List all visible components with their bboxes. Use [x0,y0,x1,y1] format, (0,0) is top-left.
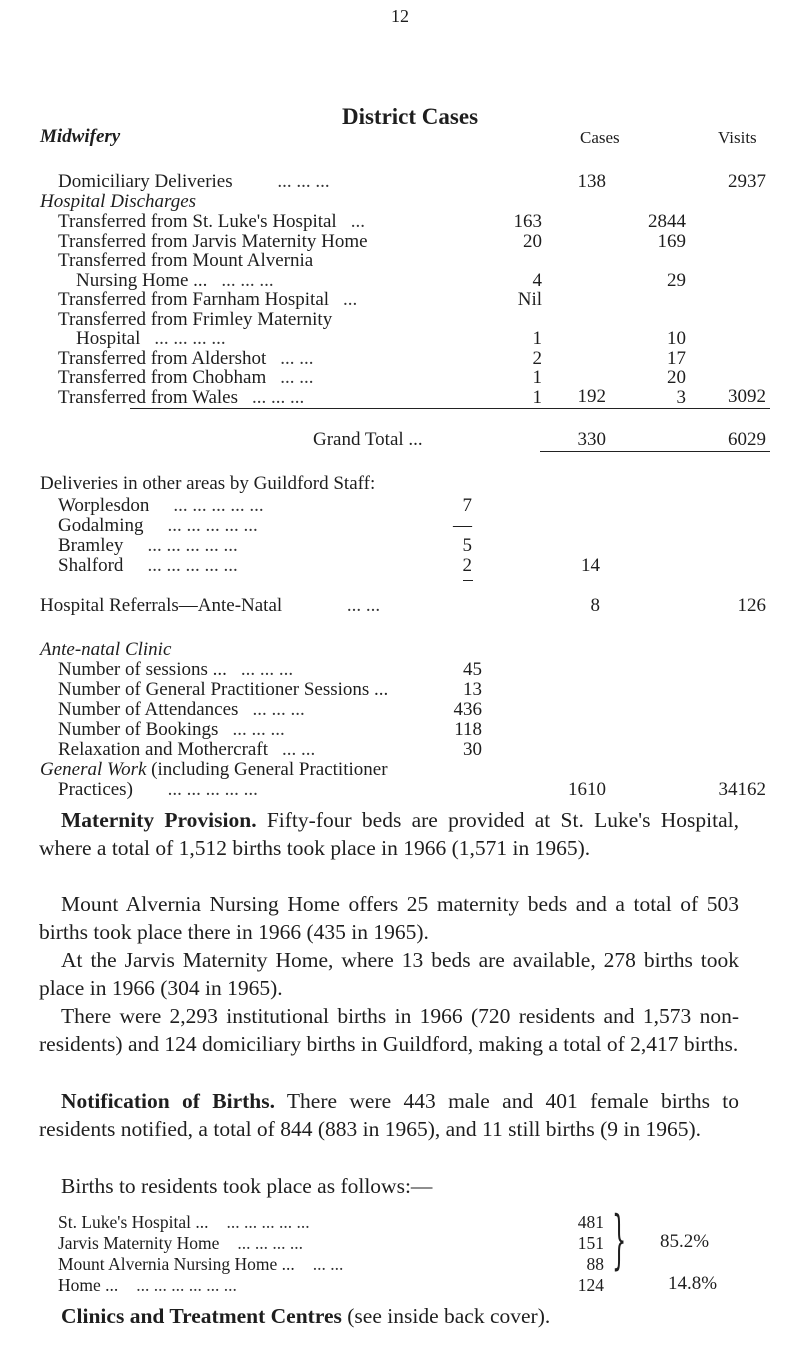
leader-dots: ... ... ... [277,171,330,192]
discharge-row [76,271,274,291]
leader-dots: ... [350,211,365,232]
practices-visits: 34162 [718,779,766,800]
antenatal-row [58,700,305,720]
alvernia-paragraph: Mount Alvernia Nursing Home offers 25 maternity beds and a total of 503 births took place there in 1966 (435 in 1965). [39,892,739,944]
antenatal-value: 30 [463,739,482,760]
antenatal-heading: Ante-natal Clinic [40,639,172,660]
antenatal-value: 436 [453,699,482,720]
short-rule [463,580,473,581]
discharge-visits: 2844 [648,211,686,232]
maternity-heading: Maternity Provision. [61,808,257,832]
other-area-row [58,556,238,576]
discharge-visits: 29 [667,269,686,291]
notification-text: There were 443 male and 401 female births to residents notified, a total of 844 (883 in 1965), and 11 still births (9 in 1965). [39,1089,739,1141]
antenatal-row [58,680,388,700]
domiciliary-label [58,172,330,192]
domiciliary-visits: 2937 [728,171,766,192]
antenatal-row [58,720,285,740]
general-work-rest: (including General Practitioner [151,759,388,780]
row-label: Jarvis Maternity Home [58,1233,220,1253]
pct-institutional: 85.2% [660,1231,710,1252]
row-label: Mount Alvernia Nursing Home ... [58,1254,295,1274]
right-brace: } [612,1203,627,1277]
row-label: Transferred from Chobham [58,367,267,388]
births-row [58,1254,343,1274]
antenatal-value: 13 [463,679,482,700]
midwifery-heading: Midwifery [40,126,121,147]
leader-dots: ... ... [281,739,316,760]
births-row [58,1275,237,1295]
leader-dots: ... ... ... ... ... [167,515,258,536]
leader-dots: ... ... ... ... [154,328,226,349]
leader-dots: ... ... ... ... ... [167,779,258,800]
antenatal-value: 118 [454,719,482,740]
discharge-visits: 169 [657,230,686,252]
leader-dots: ... ... ... ... ... [147,555,238,576]
referrals-row [40,596,380,616]
leader-dots: ... ... [280,367,314,388]
jarvis-paragraph: At the Jarvis Maternity Home, where 13 beds are available, 278 births took place in 1966 (304 in 1965). [39,948,739,1000]
discharge-cases: 20 [523,230,542,252]
discharge-cases: 4 [532,269,542,291]
leader-dots: ... ... ... [221,269,274,291]
discharge-row [58,290,357,310]
leader-dots: ... ... [346,595,381,616]
rule-bottom [540,451,770,452]
discharge-row [76,329,226,349]
other-area-row [58,496,264,516]
row-label: Home ... [58,1275,119,1295]
clinics-line [61,1302,550,1330]
leader-dots: ... ... ... [251,386,305,408]
discharge-visits: 3 [676,386,686,408]
leader-dots: ... ... ... [232,719,285,740]
clinics-heading: Clinics and Treatment Centres [61,1304,342,1328]
discharge-cases: 1 [532,386,542,408]
rule-top [130,408,770,409]
pct-home: 14.8% [668,1273,718,1294]
maternity-text: Fifty-four beds are provided at St. Luke's Hospital, where a total of 1,512 births took place in 1966 (1,571 in 1965). [39,808,740,860]
leader-dots: ... ... [312,1254,344,1274]
row-label: Hospital [76,328,141,349]
practices-cases: 1610 [568,779,606,800]
notification-heading: Notification of Births. [61,1089,275,1113]
general-work-label: General Work [40,759,147,780]
row-label: Godalming [58,515,144,536]
row-label: Practices) [58,779,133,800]
referrals-visits: 126 [737,595,766,616]
row-label: Nursing Home ... [76,269,208,291]
discharge-row [58,368,314,388]
page-number: 12 [391,6,409,26]
leader-dots: ... ... ... [252,699,305,720]
row-label: Number of General Practitioner Sessions ... [58,679,389,700]
discharge-row [58,388,304,408]
subtotal-visits: 3092 [728,386,766,407]
discharge-cases: Nil [517,289,542,310]
other-areas-total: 14 [581,555,600,576]
discharge-row [58,251,313,271]
births-row [58,1212,310,1232]
other-area-value: — [453,515,472,536]
row-label: St. Luke's Hospital ... [58,1212,209,1232]
general-work-row [40,760,388,780]
other-area-row [58,516,258,536]
grand-total-visits: 6029 [728,429,766,450]
leader-dots: ... ... ... [240,659,294,680]
leader-dots: ... ... ... ... [237,1233,303,1253]
births-value: 151 [577,1233,604,1253]
births-value: 88 [586,1254,604,1274]
leader-dots: ... [343,289,358,310]
row-label: Relaxation and Mothercraft [58,739,268,760]
births-value: 481 [577,1212,604,1232]
leader-dots: ... ... ... ... ... ... [136,1275,237,1295]
row-label: Transferred from Frimley Maternity [58,308,333,330]
row-label: Transferred from Aldershot [58,347,267,369]
page-title: District Cases [341,104,479,129]
grand-total-label: Grand Total ... [313,429,423,450]
discharge-cases: 1 [532,367,542,388]
practices-row [58,780,258,800]
discharge-cases: 2 [532,347,542,369]
antenatal-value: 45 [463,659,482,680]
row-label: Shalford [58,555,124,576]
maternity-paragraph [39,806,739,862]
births-intro: Births to residents took place as follows:— [61,1174,433,1198]
discharge-visits: 17 [667,347,686,369]
leader-dots: ... ... [280,347,314,369]
col-visits-header: Visits [718,128,757,147]
row-label: Bramley [58,535,124,556]
row-label: Worplesdon [58,495,150,516]
other-areas-heading: Deliveries in other areas by Guildford Staff: [40,473,376,494]
row-label: Transferred from Wales [58,386,238,408]
discharge-visits: 10 [667,328,686,349]
antenatal-row [58,660,293,680]
other-area-value: 7 [462,495,472,516]
referrals-cases: 8 [590,595,600,616]
leader-dots: ... ... ... ... ... [173,495,264,516]
row-label: Transferred from Farnham Hospital [58,289,330,310]
row-label: Transferred from St. Luke's Hospital [58,211,337,232]
subtotal-cases: 192 [577,386,606,407]
row-label: Domiciliary Deliveries [58,171,233,192]
notification-paragraph [39,1087,739,1143]
births-value: 124 [577,1275,604,1295]
institutional-paragraph: There were 2,293 institutional births in 1966 (720 residents and 1,573 non-residents) and 124 domiciliary births in Guildford, making a total of 2,417 births. [39,1004,739,1056]
row-label: Transferred from Jarvis Maternity Home [58,230,368,252]
other-area-value: 2 [462,555,472,576]
discharge-cases: 163 [513,211,542,232]
births-row [58,1233,303,1253]
discharge-row [58,310,332,330]
row-label: Number of Bookings [58,719,219,740]
other-area-row [58,536,238,556]
discharge-row [58,349,314,369]
grand-total-cases: 330 [577,429,606,450]
row-label: Hospital Referrals—Ante-Natal [40,595,283,616]
hospital-discharges-heading: Hospital Discharges [40,191,197,212]
clinics-rest: (see inside back cover). [347,1304,551,1328]
antenatal-row [58,740,315,760]
leader-dots: ... ... ... ... ... [147,535,238,556]
discharge-cases: 1 [532,328,542,349]
row-label: Number of Attendances [58,699,239,720]
domiciliary-cases: 138 [577,171,606,192]
discharge-visits: 20 [667,367,686,388]
col-cases-header: Cases [580,128,620,147]
other-area-value: 5 [462,535,472,556]
discharge-row [58,232,368,252]
row-label: Number of sessions ... [58,659,227,680]
discharge-row [58,212,365,232]
row-label: Transferred from Mount Alvernia [58,250,314,271]
leader-dots: ... ... ... ... ... [226,1212,310,1232]
